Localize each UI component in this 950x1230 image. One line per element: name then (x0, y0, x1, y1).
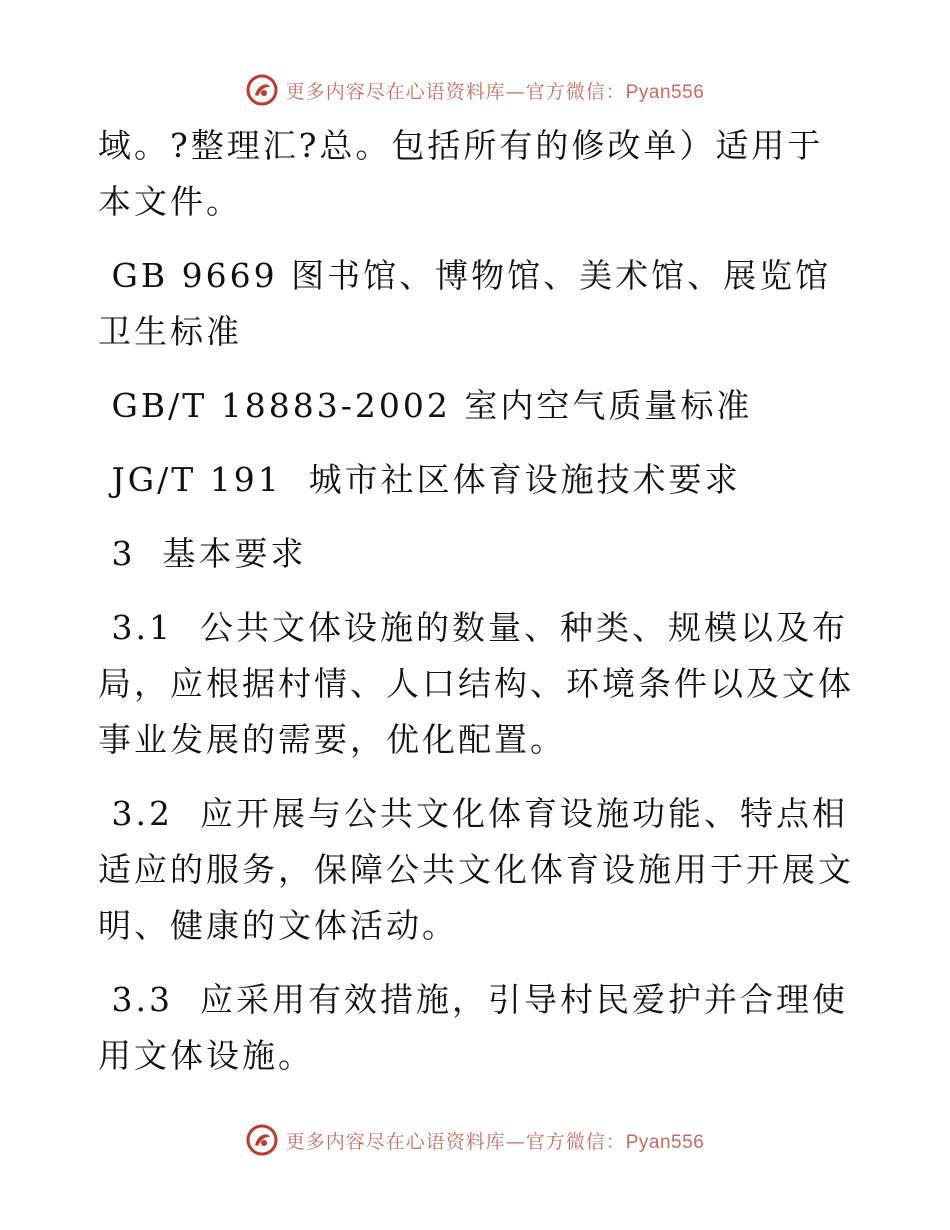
watermark-text: 更多内容尽在心语资料库—官方微信：Pyan556 (285, 1130, 705, 1153)
clause-3-2: 3.2 应开展与公共文化体育设施功能、特点相适应的服务，保障公共文化体育设施用于开展文明、健康的文体活动。 (98, 794, 854, 945)
paragraph-gb-9669: GB 9669 图书馆、博物馆、美术馆、展览馆卫生标准 (98, 256, 832, 351)
document-body (98, 118, 858, 1102)
clause-3-1: 3.1 公共文体设施的数量、种类、规模以及布局，应根据村情、人口结构、环境条件以及文体事业发展的需要，优化配置。 (98, 608, 854, 759)
paragraph-jgt-191: JG/T 191 城市社区体育设施技术要求 (98, 460, 741, 499)
paragraph-scope-continuation: 域。?整理汇?总。包括所有的修改单）适用于本文件。 (98, 126, 824, 221)
section-heading-3: 3 基本要求 (98, 534, 307, 573)
watermark-footer (0, 1120, 950, 1160)
red-swirl-logo-icon (246, 1124, 278, 1156)
paragraph-gbt-18883: GB/T 18883-2002 室内空气质量标准 (98, 386, 753, 425)
clause-3-3: 3.3 应采用有效措施，引导村民爱护并合理使用文体设施。 (98, 980, 848, 1075)
watermark-text: 更多内容尽在心语资料库—官方微信：Pyan556 (285, 80, 705, 103)
red-swirl-logo-icon (246, 74, 278, 106)
watermark-header (0, 70, 950, 110)
